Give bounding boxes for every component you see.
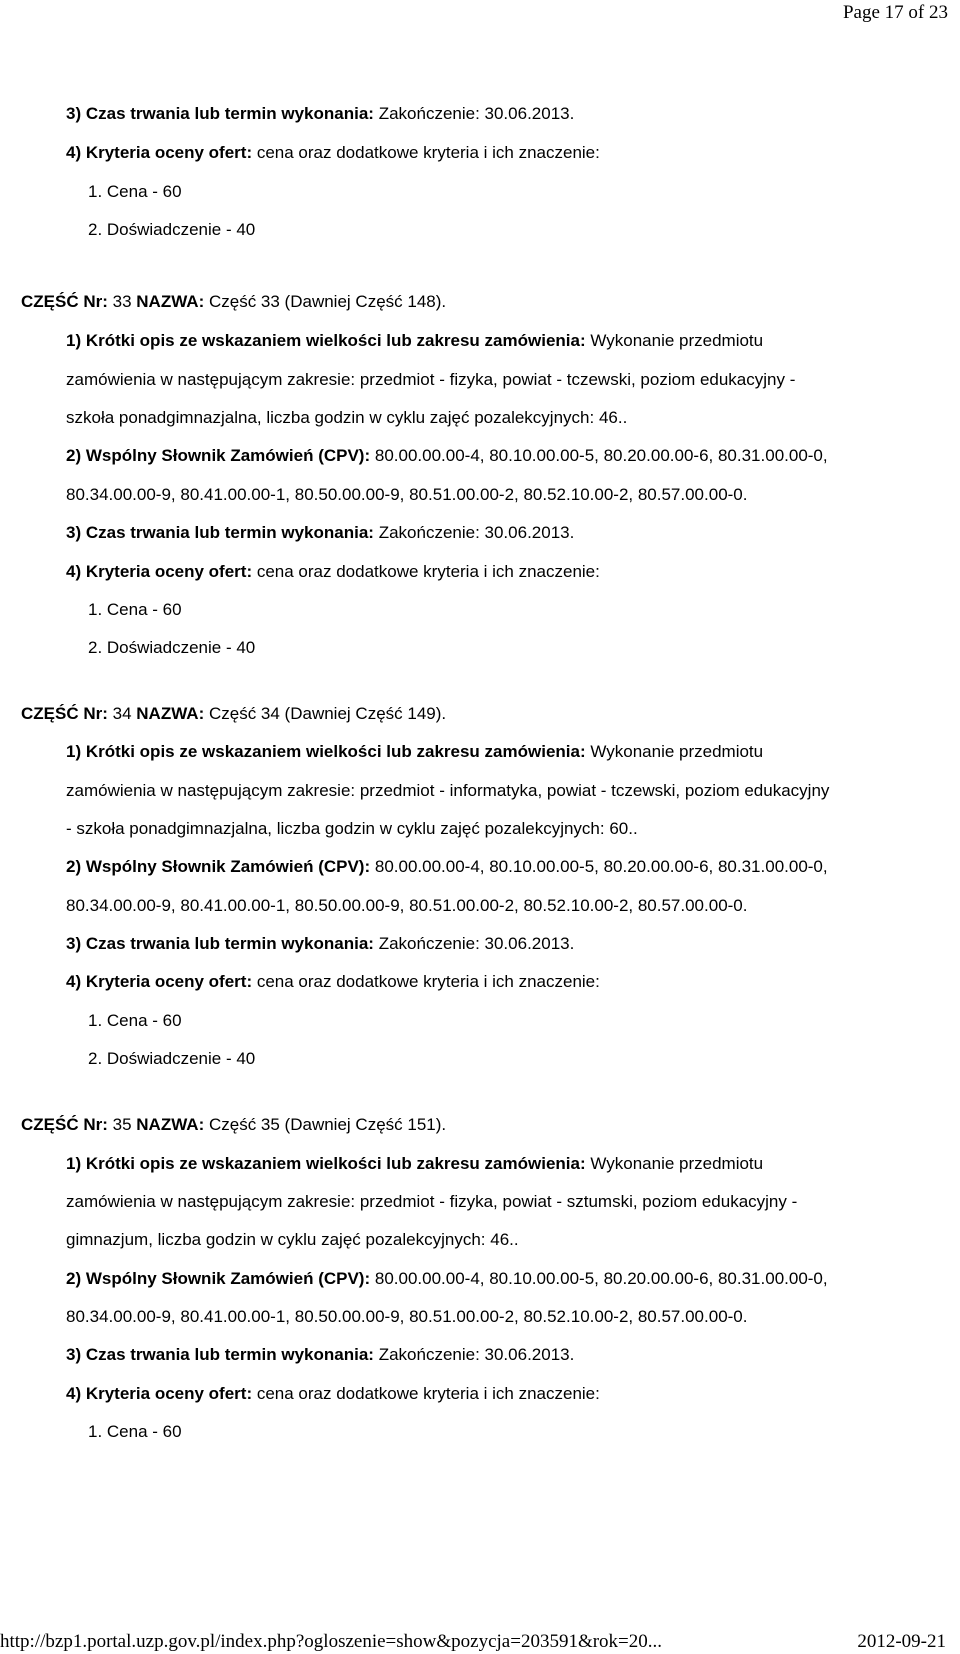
part-33-header [21,292,446,312]
kryteria-value: cena oraz dodatkowe kryteria i ich znaczenie: [252,1384,600,1403]
part-33-opis-line-1 [66,331,763,351]
name-value: Część 34 (Dawniej Część 149). [204,704,447,723]
part-34-opis-line-1 [66,742,763,762]
part-34-kryterium-doswiadczenie: 2. Doświadczenie - 40 [88,1049,256,1068]
part-33-cpv-line-1 [66,446,828,466]
cpv-codes: 80.00.00.00-4, 80.10.00.00-5, 80.20.00.00-6, 80.31.00.00-0, [370,446,828,465]
name-label: NAZWA: [136,704,205,723]
part-label: CZĘŚĆ Nr: [21,704,108,723]
part-33-opis-line-3: szkoła ponadgimnazjalna, liczba godzin w cyklu zajęć pozalekcyjnych: 46.. [66,408,628,427]
opis-label: 1) Krótki opis ze wskazaniem wielkości lub zakresu zamówienia: [66,331,586,350]
czas-line [66,104,574,124]
name-label: NAZWA: [136,292,205,311]
kryteria-value: cena oraz dodatkowe kryteria i ich znaczenie: [252,972,600,991]
kryteria-label: 4) Kryteria oceny ofert: [66,562,253,581]
opis-text: Wykonanie przedmiotu [585,1154,764,1173]
part-34-header [21,704,446,724]
czas-label: 3) Czas trwania lub termin wykonania: [66,934,374,953]
cpv-label: 2) Wspólny Słownik Zamówień (CPV): [66,1269,371,1288]
opis-text: Wykonanie przedmiotu [585,331,764,350]
part-35-czas-line [66,1345,574,1365]
page-number: Page 17 of 23 [842,2,948,23]
part-33-opis-line-2: zamówienia w następującym zakresie: przedmiot - fizyka, powiat - tczewski, poziom edukacyjny - [66,370,796,389]
kryteria-label: 4) Kryteria oceny ofert: [66,1384,253,1403]
part-34-kryterium-cena: 1. Cena - 60 [88,1011,182,1030]
kryteria-line [66,143,600,163]
kryteria-value: cena oraz dodatkowe kryteria i ich znaczenie: [252,562,600,581]
opis-label: 1) Krótki opis ze wskazaniem wielkości lub zakresu zamówienia: [66,1154,586,1173]
part-35-header [21,1115,446,1135]
kryteria-value: cena oraz dodatkowe kryteria i ich znaczenie: [252,143,600,162]
footer-url[interactable]: http://bzp1.portal.uzp.gov.pl/index.php?ogloszenie=show&pozycja=203591&rok=20... [0,1631,663,1652]
czas-value: Zakończenie: 30.06.2013. [373,934,575,953]
name-value: Część 33 (Dawniej Część 148). [204,292,447,311]
part-34-czas-line [66,934,574,954]
part-35-opis-line-2: zamówienia w następującym zakresie: przedmiot - fizyka, powiat - sztumski, poziom edukacyjny - [66,1192,798,1211]
cpv-codes: 80.00.00.00-4, 80.10.00.00-5, 80.20.00.00-6, 80.31.00.00-0, [370,857,828,876]
part-35-cpv-line-2: 80.34.00.00-9, 80.41.00.00-1, 80.50.00.00-9, 80.51.00.00-2, 80.52.10.00-2, 80.57.00.00-0. [66,1307,748,1326]
czas-value: Zakończenie: 30.06.2013. [373,523,575,542]
opis-label: 1) Krótki opis ze wskazaniem wielkości lub zakresu zamówienia: [66,742,586,761]
part-label: CZĘŚĆ Nr: [21,1115,108,1134]
cpv-label: 2) Wspólny Słownik Zamówień (CPV): [66,446,371,465]
part-33-kryterium-cena: 1. Cena - 60 [88,600,182,619]
part-33-czas-line [66,523,574,543]
kryteria-label: 4) Kryteria oceny ofert: [66,143,253,162]
part-34-opis-line-2: zamówienia w następującym zakresie: przedmiot - informatyka, powiat - tczewski, poziom edukacyjny [66,781,830,800]
part-number: 35 [107,1115,137,1134]
part-number: 33 [107,292,137,311]
part-35-opis-line-1 [66,1154,763,1174]
name-value: Część 35 (Dawniej Część 151). [204,1115,447,1134]
footer-date: 2012-09-21 [857,1631,946,1652]
part-34-kryteria-line [66,972,600,992]
part-33-kryterium-doswiadczenie: 2. Doświadczenie - 40 [88,638,256,657]
part-34-cpv-line-2: 80.34.00.00-9, 80.41.00.00-1, 80.50.00.00-9, 80.51.00.00-2, 80.52.10.00-2, 80.57.00.00-0. [66,896,748,915]
part-34-opis-line-3: - szkoła ponadgimnazjalna, liczba godzin w cyklu zajęć pozalekcyjnych: 60.. [66,819,638,838]
part-35-kryteria-line [66,1384,600,1404]
czas-value: Zakończenie: 30.06.2013. [373,1345,575,1364]
cpv-codes: 80.00.00.00-4, 80.10.00.00-5, 80.20.00.00-6, 80.31.00.00-0, [370,1269,828,1288]
kryterium-doswiadczenie: 2. Doświadczenie - 40 [88,220,256,239]
part-33-cpv-line-2: 80.34.00.00-9, 80.41.00.00-1, 80.50.00.00-9, 80.51.00.00-2, 80.52.10.00-2, 80.57.00.00-0. [66,485,748,504]
czas-label: 3) Czas trwania lub termin wykonania: [66,104,374,123]
part-33-kryteria-line [66,562,600,582]
part-35-opis-line-3: gimnazjum, liczba godzin w cyklu zajęć pozalekcyjnych: 46.. [66,1230,519,1249]
cpv-label: 2) Wspólny Słownik Zamówień (CPV): [66,857,371,876]
part-label: CZĘŚĆ Nr: [21,292,108,311]
part-35-kryterium-cena: 1. Cena - 60 [88,1422,182,1441]
opis-text: Wykonanie przedmiotu [585,742,764,761]
czas-label: 3) Czas trwania lub termin wykonania: [66,523,374,542]
part-35-cpv-line-1 [66,1269,828,1289]
part-34-cpv-line-1 [66,857,828,877]
kryterium-cena: 1. Cena - 60 [88,182,182,201]
part-number: 34 [107,704,137,723]
kryteria-label: 4) Kryteria oceny ofert: [66,972,253,991]
czas-value: Zakończenie: 30.06.2013. [373,104,575,123]
name-label: NAZWA: [136,1115,205,1134]
czas-label: 3) Czas trwania lub termin wykonania: [66,1345,374,1364]
